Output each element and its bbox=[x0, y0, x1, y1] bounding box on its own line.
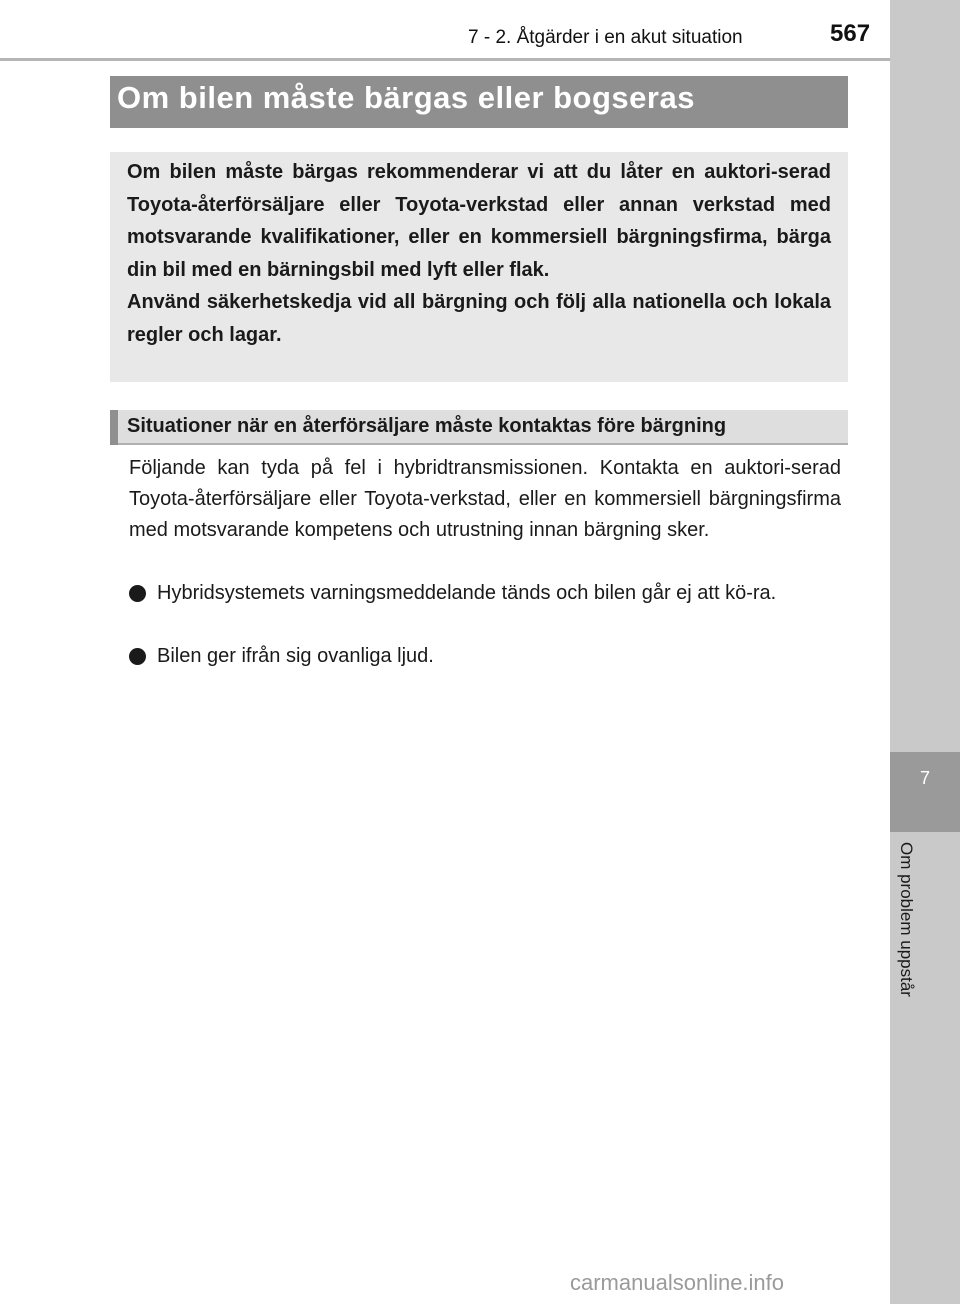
subsection-title: Situationer när en återförsäljare måste kontaktas före bärgning bbox=[127, 415, 727, 437]
chapter-label: Om problem uppstår bbox=[897, 842, 916, 997]
subsection-intro: Följande kan tyda på fel i hybridtransmissionen. Kontakta en auktori-serad Toyota-återförsäljare eller Toyota-verkstad, eller en kommersiell bärgningsfirma med motsvarande kompetens och utrustning innan bärgning sker. bbox=[129, 457, 841, 541]
header-section-title: 7 - 2. Åtgärder i en akut situation bbox=[468, 27, 743, 48]
list-item-text: Bilen ger ifrån sig ovanliga ljud. bbox=[157, 645, 434, 667]
bullet-icon bbox=[129, 585, 146, 602]
subsection-accent bbox=[110, 410, 118, 445]
summary-paragraph-1: Om bilen måste bärgas rekommenderar vi att du låter en auktori-serad Toyota-återförsäljare eller Toyota-verkstad eller annan verkstad med motsvarande kvalifikationer, eller en kommersiell bärgningsfirma, bärga din bil med en bärningsbil med lyft eller flak. bbox=[127, 161, 831, 281]
chapter-side-tab bbox=[890, 0, 960, 1304]
chapter-number: 7 bbox=[919, 768, 930, 788]
summary-paragraph-2: Använd säkerhetskedja vid all bärgning och följ alla nationella och lokala regler och lagar. bbox=[127, 291, 831, 346]
chapter-tab-marker bbox=[890, 752, 960, 832]
page-number: 567 bbox=[830, 20, 871, 47]
summary-text bbox=[127, 156, 831, 351]
page-title: Om bilen måste bärgas eller bogseras bbox=[117, 80, 695, 115]
list-item-text: Hybridsystemets varningsmeddelande tänds och bilen går ej att kö-ra. bbox=[157, 582, 777, 604]
list-item bbox=[129, 577, 841, 609]
watermark-text: carmanualsonline.info bbox=[570, 1270, 785, 1295]
header-divider bbox=[0, 58, 890, 61]
bullet-icon bbox=[129, 648, 146, 665]
list-item bbox=[129, 640, 841, 672]
